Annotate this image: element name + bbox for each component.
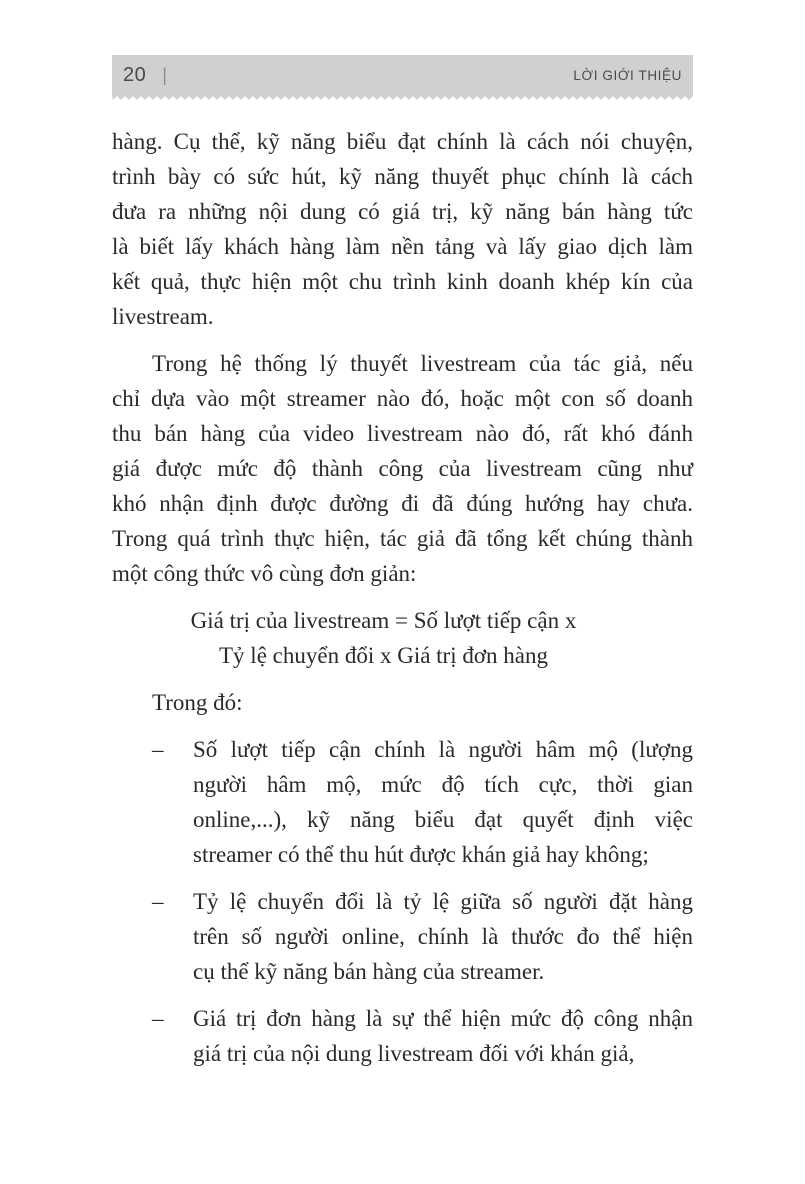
text-line: một công thức vô cùng đơn giản: [112, 561, 417, 586]
zigzag-path [112, 96, 693, 100]
content-column [112, 55, 693, 1083]
text-line: Giá trị của livestream = Số lượt tiếp cận x [190, 608, 577, 633]
bullet-dash: – [152, 1006, 164, 1031]
label-paragraph [112, 685, 693, 720]
bullet-item [112, 884, 693, 989]
text-line: chỉ dựa vào một streamer nào đó, hoặc một con số doanh [112, 386, 693, 411]
text-line: là biết lấy khách hàng làm nền tảng và lấy giao dịch làm [112, 234, 693, 259]
text-line: khó nhận định được đường đi đã đúng hướng hay chưa. [112, 491, 693, 516]
bullet-item [112, 1001, 693, 1071]
body-paragraph [112, 124, 693, 334]
running-title: LỜI GIỚI THIỆU [573, 68, 682, 83]
header-separator: | [162, 65, 167, 85]
text-line: Trong đó: [152, 690, 243, 715]
text-line: Giá trị đơn hàng là sự thể hiện mức độ công nhận [193, 1006, 693, 1031]
text-line: online,...), kỹ năng biểu đạt quyết định việc [193, 807, 693, 832]
text-line: cụ thể kỹ năng bán hàng của streamer. [193, 959, 545, 984]
text-line: thu bán hàng của video livestream nào đó, rất khó đánh [112, 421, 693, 446]
text-line: Trong quá trình thực hiện, tác giả đã tổng kết chúng thành [112, 526, 693, 551]
text-line: Trong hệ thống lý thuyết livestream của tác giả, nếu [152, 351, 693, 376]
text-line: livestream. [112, 304, 214, 329]
bullet-text [193, 884, 693, 989]
bullet-text [193, 1001, 693, 1071]
text-line: Tỷ lệ chuyển đổi là tỷ lệ giữa số người đặt hàng [193, 889, 693, 914]
text-line: người hâm mộ, mức độ tích cực, thời gian [193, 772, 693, 797]
text-line: streamer có thể thu hút được khán giả hay không; [193, 842, 649, 867]
bullet-dash: – [152, 737, 164, 762]
text-line: trên số người online, chính là thước đo thể hiện [193, 924, 693, 949]
page-content [112, 124, 693, 1071]
bullet-item [112, 732, 693, 872]
text-line: kết quả, thực hiện một chu trình kinh doanh khép kín của [112, 269, 693, 294]
formula-paragraph [112, 603, 693, 673]
text-line: giá được mức độ thành công của livestream cũng như [112, 456, 693, 481]
text-line: giá trị của nội dung livestream đối với khán giả, [193, 1041, 635, 1066]
text-line: hàng. Cụ thể, kỹ năng biểu đạt chính là cách nói chuyện, [112, 129, 693, 154]
text-line: Số lượt tiếp cận chính là người hâm mộ (lượng [193, 737, 693, 762]
header-zigzag-edge [112, 96, 693, 101]
body-paragraph [112, 346, 693, 591]
header-bar [112, 55, 693, 96]
running-header [112, 55, 693, 101]
page-number: 20 [123, 64, 147, 86]
bullet-dash: – [152, 889, 164, 914]
bullet-text [193, 732, 693, 872]
text-line: đưa ra những nội dung có giá trị, kỹ năng bán hàng tức [112, 199, 693, 224]
text-line: Tỷ lệ chuyển đổi x Giá trị đơn hàng [219, 643, 548, 668]
text-line: trình bày có sức hút, kỹ năng thuyết phục chính là cách [112, 164, 693, 189]
